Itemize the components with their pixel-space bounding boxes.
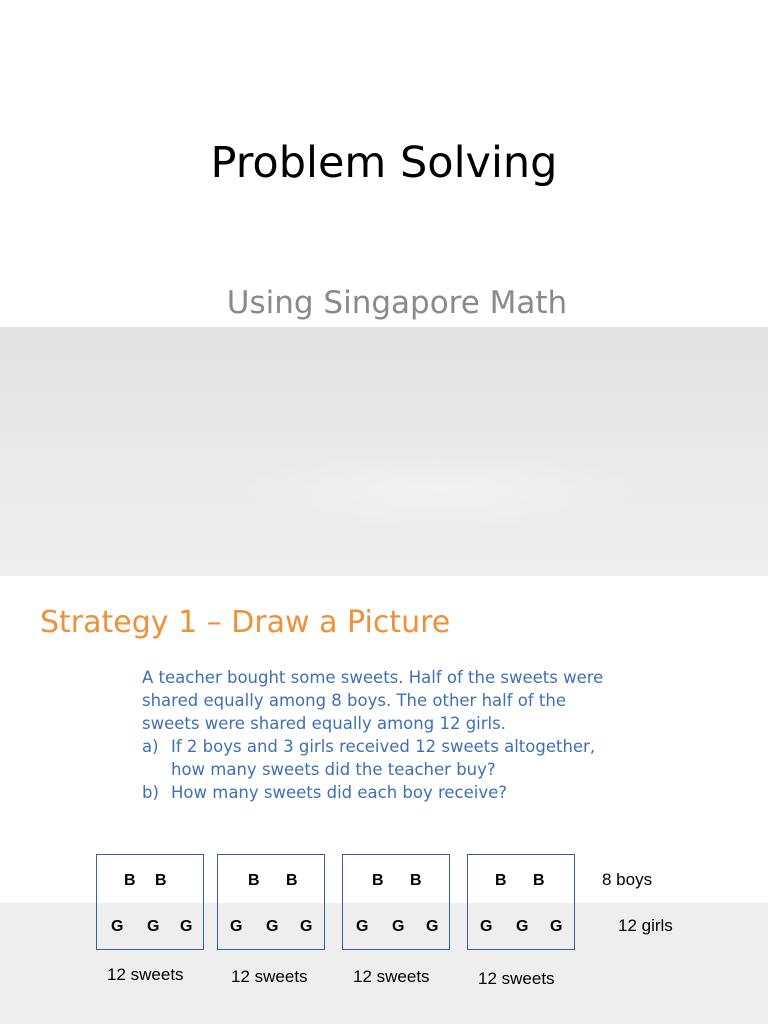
- problem-line: A teacher bought some sweets. Half of the sweets were: [142, 668, 604, 687]
- problem-text: [142, 666, 682, 804]
- question-label: a): [142, 737, 159, 756]
- boy-letter: B: [410, 872, 422, 889]
- girl-letter: G: [356, 918, 369, 935]
- girl-letter: G: [266, 918, 279, 935]
- girl-letter: G: [300, 918, 313, 935]
- group-box: [96, 854, 204, 950]
- girl-letter: G: [426, 918, 439, 935]
- question-line: How many sweets did each boy receive?: [171, 783, 508, 802]
- question-line: If 2 boys and 3 girls received 12 sweets altogether,: [171, 737, 596, 756]
- girl-letter: G: [230, 918, 243, 935]
- group-box: [467, 854, 575, 950]
- box-caption: 12 sweets: [353, 967, 430, 986]
- problem-line: shared equally among 8 boys. The other half of the: [142, 691, 567, 710]
- group-box: [342, 854, 450, 950]
- slide-title: Problem Solving: [210, 138, 558, 188]
- girl-letter: G: [480, 918, 493, 935]
- boy-letter: B: [248, 872, 260, 889]
- boy-letter: B: [286, 872, 298, 889]
- girl-letter: G: [111, 918, 124, 935]
- box-caption: 12 sweets: [107, 965, 184, 984]
- group-box: [217, 854, 325, 950]
- girl-letter: G: [550, 918, 563, 935]
- box-caption: 12 sweets: [231, 967, 308, 986]
- boy-letter: B: [372, 872, 384, 889]
- boys-label: 8 boys: [602, 870, 653, 889]
- girl-letter: G: [516, 918, 529, 935]
- question-label: b): [142, 783, 159, 802]
- boy-letter: B: [124, 872, 136, 889]
- girl-letter: G: [180, 918, 193, 935]
- girl-letter: G: [147, 918, 160, 935]
- faded-content: [230, 450, 650, 530]
- girls-label: 12 girls: [618, 916, 673, 935]
- question-text: [171, 735, 595, 781]
- title-slide: [0, 0, 768, 327]
- boy-letter: B: [155, 872, 167, 889]
- strategy-heading: Strategy 1 – Draw a Picture: [40, 605, 451, 640]
- boy-letter: B: [533, 872, 545, 889]
- box-caption: 12 sweets: [478, 969, 555, 988]
- question-b: [142, 781, 682, 804]
- question-a: [142, 735, 682, 781]
- slide-subtitle: Using Singapore Math: [226, 285, 568, 321]
- girl-letter: G: [392, 918, 405, 935]
- boy-letter: B: [495, 872, 507, 889]
- problem-line: sweets were shared equally among 12 girls.: [142, 714, 506, 733]
- question-line: how many sweets did the teacher buy?: [171, 760, 496, 779]
